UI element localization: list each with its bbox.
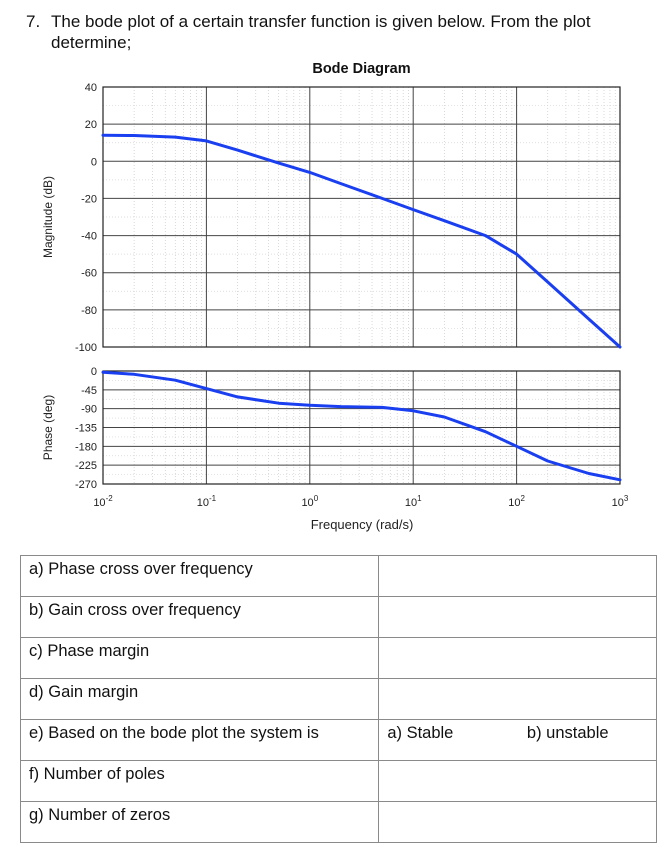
question-text: The bode plot of a certain transfer function is given below. From the plot determine; [51, 12, 591, 52]
answer-cell[interactable] [379, 638, 657, 679]
y-tick-label: -90 [81, 403, 97, 416]
y-axis-label: Phase (deg) [41, 394, 55, 461]
x-tick-label: $10^2$ [508, 494, 525, 509]
y-tick-label: -135 [74, 422, 97, 435]
table-row [21, 802, 657, 843]
answer-cell[interactable] [379, 761, 657, 802]
y-tick-label: 0 [90, 366, 97, 378]
question-label: a) Phase cross over frequency [21, 556, 379, 597]
y-tick-label: -20 [81, 193, 97, 206]
series-line [103, 372, 620, 480]
y-tick-label: -270 [74, 479, 97, 491]
y-axis-label: Magnitude (dB) [41, 175, 55, 259]
table-row [21, 638, 657, 679]
y-tick-label: -180 [74, 441, 97, 454]
y-tick-label: -80 [81, 304, 97, 317]
table-row [21, 679, 657, 720]
x-tick-label: $10^{-1}$ [196, 494, 217, 509]
answer-cell [379, 720, 657, 761]
answer-cell[interactable] [379, 802, 657, 843]
table-row [21, 556, 657, 597]
y-tick-label: -60 [81, 267, 97, 280]
x-axis-label: Frequency (rad/s) [310, 517, 414, 532]
question-label: e) Based on the bode plot the system is [21, 720, 379, 761]
table-row [21, 720, 657, 761]
answer-cell[interactable] [379, 679, 657, 720]
y-tick-label: 20 [84, 119, 97, 132]
table-row [21, 597, 657, 638]
question-label: f) Number of poles [21, 761, 379, 802]
table-row [21, 761, 657, 802]
unstable-option[interactable]: b) unstable [526, 724, 609, 742]
y-tick-label: -45 [81, 384, 97, 397]
question-number: 7. [26, 12, 41, 31]
y-tick-label: 0 [90, 156, 97, 169]
y-tick-label: -40 [81, 230, 97, 243]
answer-table [20, 555, 657, 843]
question-label: b) Gain cross over frequency [21, 597, 379, 638]
x-tick-label: $10^0$ [301, 494, 319, 509]
series-line [103, 135, 620, 347]
question-label: c) Phase margin [21, 638, 379, 679]
y-tick-label: -100 [74, 342, 97, 354]
y-tick-label: 40 [84, 82, 97, 94]
stable-option[interactable]: a) Stable [387, 724, 454, 742]
answer-cell[interactable] [379, 597, 657, 638]
question-label: g) Number of zeros [21, 802, 379, 843]
y-tick-label: -225 [74, 460, 97, 473]
answer-cell[interactable] [379, 556, 657, 597]
x-tick-label: $10^{-2}$ [93, 494, 113, 509]
chart-title: Bode Diagram [312, 61, 411, 77]
question-label: d) Gain margin [21, 679, 379, 720]
x-tick-label: $10^3$ [611, 494, 629, 509]
x-tick-label: $10^1$ [404, 494, 422, 509]
